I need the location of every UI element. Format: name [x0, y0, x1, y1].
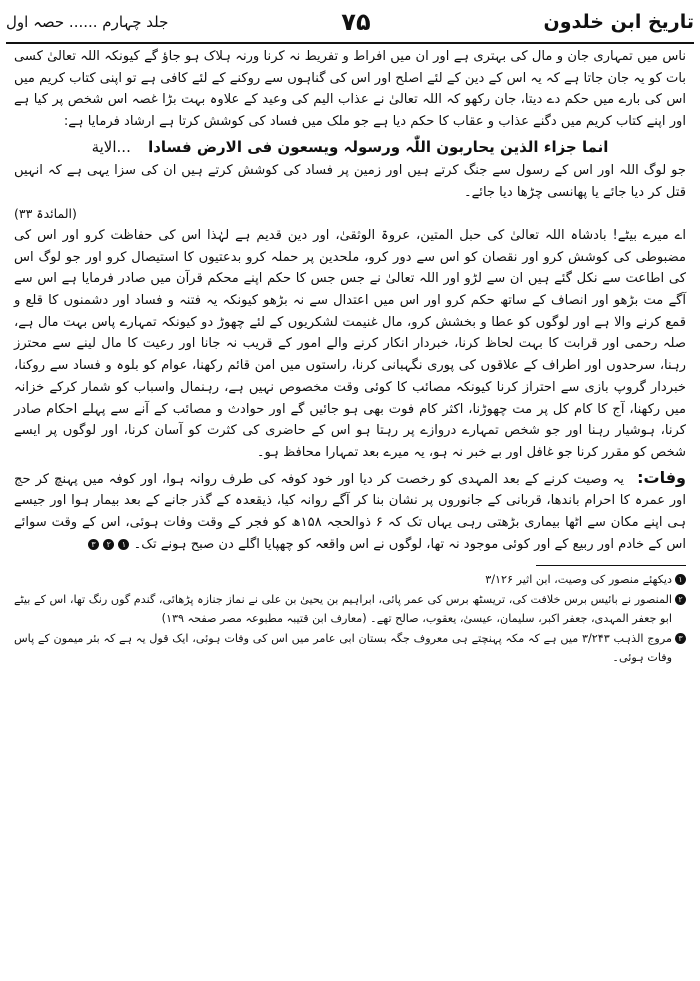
arabic-verse-text: انما جزاء الذین یحاربون اللّٰہ ورسولہ ویسعون فی الارض فسادا	[148, 137, 609, 156]
page-header	[6, 2, 694, 44]
opening-paragraph: ناس میں تمہاری جان و مال کی بہتری ہے اور ان میں افراط و تفریط نہ کرنا ورنہ ہلاک ہو جاؤ گے کیونکہ اللہ تعالیٰ کسی بات کو یہ جان جاتا ہے کہ یہ اس کے دین کے لئے اصلح اور اس کی گناہوں سے روکنے کے لئے کافی ہے تو اپنی کتاب کریم میں اس کی بارے میں حکم دے دیتا، جان رکھو کہ اللہ تعالیٰ نے عذاب الیم کی وعید کے علاوہ بہت بڑا غصہ اس شخص پر کیا ہے اور اپنے کتاب کریم میں دگنے عذاب و عقاب کا حکم دیا ہے جو ملک میں فساد کی کوشش کرتا ہے ارشاد فرمایا ہے:	[14, 49, 686, 130]
footnote-marker[interactable]: ۲	[103, 539, 114, 550]
verse-translation-text: جو لوگ اللہ اور اس کے رسول سے جنگ کرتے ہیں اور زمین پر فساد کی کوشش کرتے ہیں ان کی سزا یہی ہے کہ انہیں قتل کر دیا جائے یا پھانسی چڑھا دیا جائے۔	[14, 162, 686, 200]
wafat-paragraph	[14, 467, 686, 556]
footnote-text: دیکھئے منصور کی وصیت، ابن اثیر ۳/۱۲۶	[485, 573, 672, 587]
verse-reference: (المائدۃ ۳۳)	[14, 206, 77, 222]
page-number: ۷۵	[341, 8, 371, 36]
footnote-text: مروج الذہب ۳/۲۴۳ میں ہے کہ مکہ پہنچتے ہی معروف جگہ بستان ابی عامر میں اس کی وفات ہوئی، ایک قول یہ ہے کہ بئر میمون کے پاس وفات ہوئی۔	[14, 631, 672, 665]
footnote-mark: ۱	[675, 574, 686, 585]
wafat-text: یہ وصیت کرنے کے بعد المہدی کو رخصت کر دیا اور خود کوفہ کی طرف روانہ ہوا، اور کوفہ میں پہنچ کر حج اور عمرہ کا احرام باندھا، قربانی کے جانوروں پر نشان بنا کر آگے روانہ کیا، ذیقعدہ کے گذر جانے کے بعد بیمار ہوا اور جیسے ہی اپنے مکان سے اٹھا بیماری بڑھتی رہی یہاں تک کہ ۶ ذوالحجہ ۱۵۸ھ کو فجر کے وقت وفات ہوئی، اس کے وقت سوائے اس کے خادم اور ربیع کے اور کوئی موجود نہ تھا، لوگوں نے اس واقعہ کو چھپایا اگلے دن صبح ہونے تک۔	[14, 471, 686, 552]
arabic-verse	[14, 135, 686, 159]
page-body	[14, 46, 686, 668]
footnote-text: المنصور نے بائیس برس خلافت کی، تریسٹھ برس کی عمر پائی، ابراہیم بن یحییٰ بن علی نے نماز جنازہ پڑھائی، گندم گوں رنگ تھا، اس کے بیٹے ابو جعفر المہدی، جعفر اکبر، سلیمان، عیسیٰ، یعقوب، صالح تھے۔ (معارف ابن قتیبہ مطبوعہ مصر صفحہ ۱۳۹)	[14, 592, 672, 626]
footnote	[14, 570, 686, 590]
footnote-marker[interactable]: ۳	[88, 539, 99, 550]
wafat-heading: وفات:	[637, 467, 686, 487]
volume-label: جلد چہارم ...... حصہ اول	[6, 13, 169, 31]
footnote-mark: ۳	[675, 633, 686, 644]
arabic-verse-suffix: ...الایة	[91, 137, 131, 156]
footnote	[14, 590, 686, 629]
verse-translation	[14, 160, 686, 225]
footnote	[14, 629, 686, 668]
footnote-divider	[536, 565, 686, 566]
footnote-mark: ۲	[675, 594, 686, 605]
book-title: تاریخ ابن خلدون	[543, 11, 694, 33]
main-paragraph: اے میرے بیٹے! بادشاہ اللہ تعالیٰ کی حبل المتین، عروۃ الوثقیٰ، اور دین قدیم ہے لہٰذا اس کی حفاظت کرو اور اس کی مضبوطی کی کوشش کرو اور نقصان کو اس سے دور کرو، ملحدین پر حملہ کرو بدعتیوں کا استیصال کرو اور جو لوگ اس کی اطاعت سے نکل گئے ہیں ان سے لڑو اور اللہ تعالیٰ نے جس جس کا حکم اپنے محکم قرآن میں صادر فرمایا ہے اس سے آگے مت بڑھو اور انصاف کے ساتھ حکم کرو اور اس میں اعتدال سے نہ بڑھو کیونکہ یہ فتنہ و فساد اور دشمنوں کا قلع و قمع کرنے والا ہے اور لوگوں کو عطا و بخشش کرو، مال غنیمت لشکریوں کے لئے چھوڑ دو کیونکہ تمہارے پاس بہت مال ہے، صلہ رحمی اور قرابت کا بہت لحاظ کرنا، خبردار انکار کرنے والے امور کے قریب نہ جانا اور رعیت کا مال لینے سے محترز رہنا، سرحدوں اور اطراف کے علاقوں کی پوری نگہبانی کرنا، راستوں میں امن قائم رکھنا، عوام کو بلوہ و فساد سے روکنا، خبردار گروپ بازی سے احتراز کرنا کیونکہ مصائب کا کوئی وقت مخصوص نہیں ہے، رہنمال واسباب کو شمار کرکے خزانہ میں رکھنا، آج کا کام کل پر مت چھوڑنا، اکثر کام فوت بھی ہو جائیں گے اور حوادث و مصائب کے آنے سے پہلے احکام صادر کرنا، ہوشیار رہنا اور جو شخص تمہارے دروازے پر رہتا ہو اس کے حاضری کی کثرت کو آسان کرنا، اور لوگوں پر ایسے شخص کو مقرر کرنا جو غافل اور بے خبر نہ ہو، یہ میرے بعد تمہارا محافظ ہو۔	[14, 227, 686, 460]
footnote-marker[interactable]: ۱	[118, 539, 129, 550]
